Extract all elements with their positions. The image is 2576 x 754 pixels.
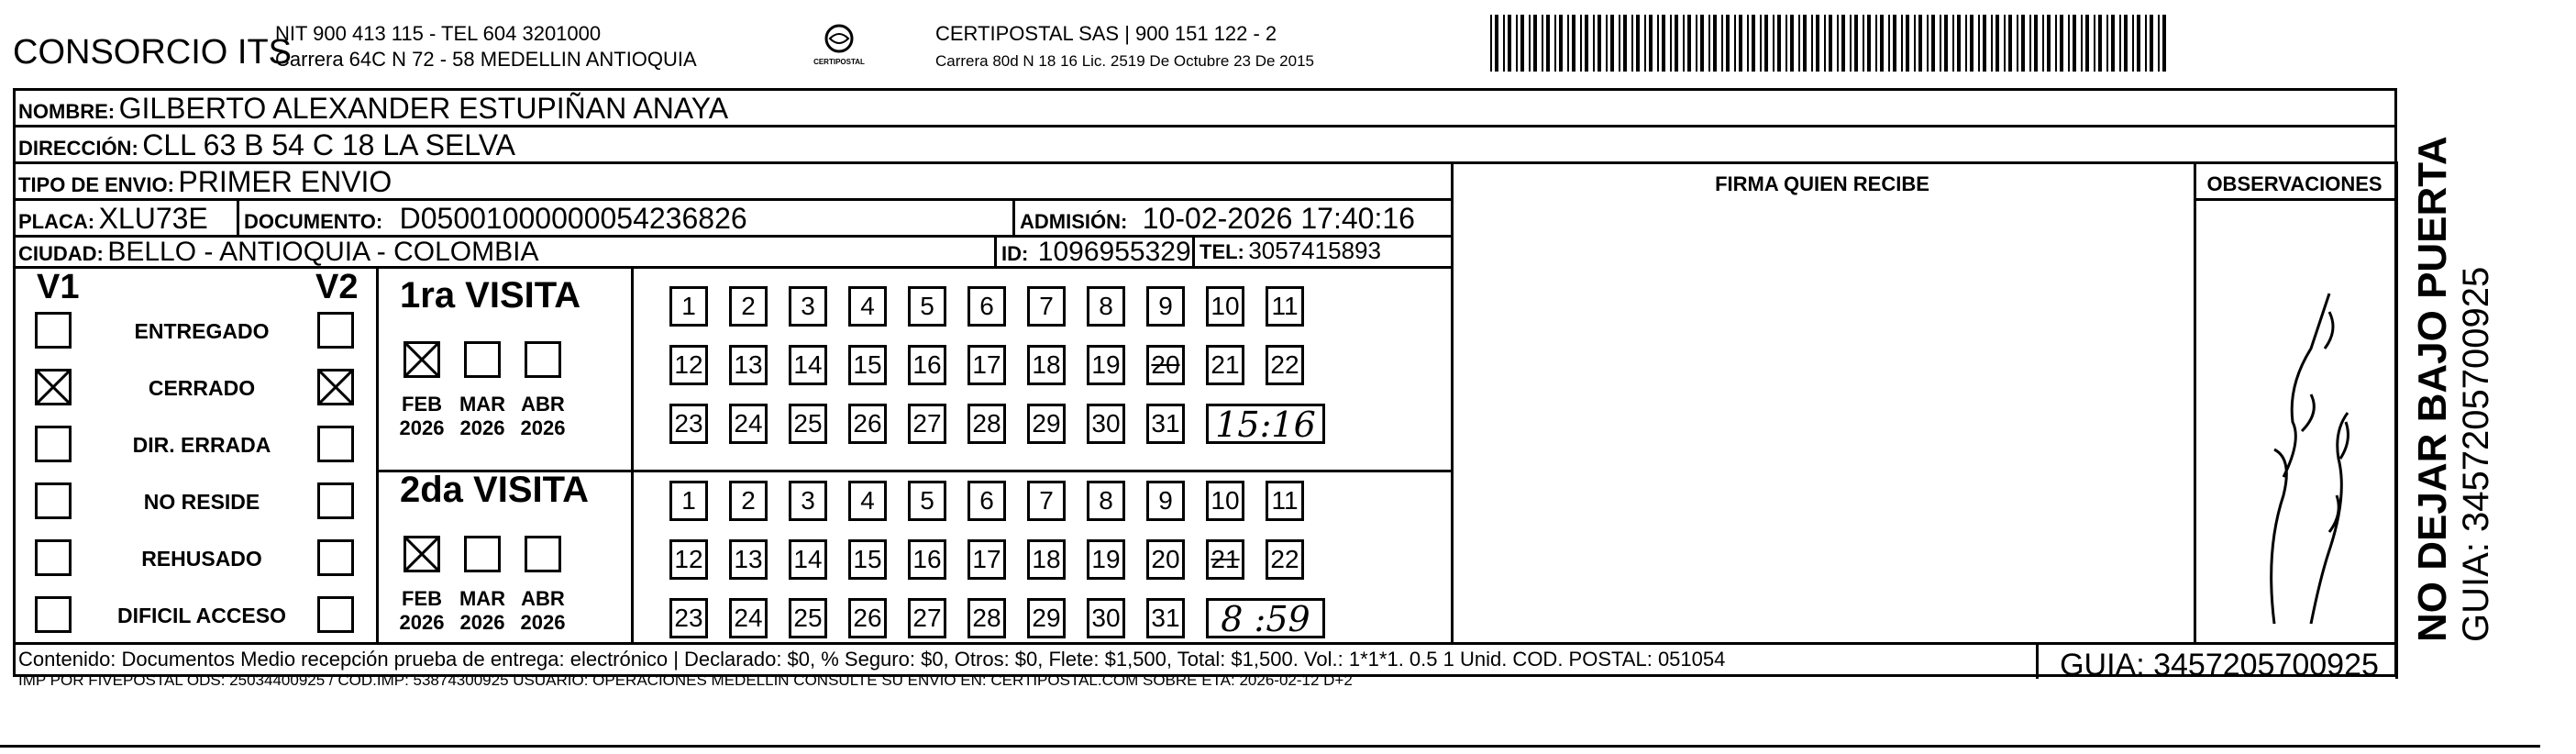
barcode-bar	[1760, 15, 1762, 72]
placa-label: PLACA:	[18, 210, 95, 233]
barcode-bar	[1508, 15, 1511, 72]
day-box[interactable]: 26	[848, 598, 887, 638]
barcode-bar	[1542, 15, 1543, 72]
barcode-bar	[2124, 15, 2128, 72]
barcode-bar	[1773, 15, 1774, 72]
day-box[interactable]: 20	[1146, 345, 1185, 385]
status-label: ENTREGADO	[134, 319, 270, 343]
barcode-bar	[2068, 15, 2070, 72]
month-year: 2026	[399, 611, 445, 634]
observation-note	[2238, 275, 2366, 633]
no-dejar-text: NO DEJAR BAJO PUERTA	[2410, 136, 2455, 642]
barcode-bar	[1623, 15, 1627, 72]
day-box[interactable]: 4	[848, 286, 887, 327]
admision-field	[1020, 202, 1415, 236]
day-box[interactable]: 11	[1266, 481, 1304, 521]
day-box[interactable]: 23	[669, 598, 708, 638]
day-box[interactable]: 21	[1206, 539, 1244, 580]
tipo-envio: PRIMER ENVIO	[178, 165, 392, 198]
day-box[interactable]: 19	[1087, 539, 1125, 580]
month-name: FEB	[402, 393, 442, 416]
day-box[interactable]: 14	[789, 539, 827, 580]
barcode-bar	[1495, 15, 1498, 72]
barcode-bar	[1940, 15, 1941, 72]
v2-checkbox[interactable]	[317, 312, 354, 349]
day-box[interactable]: 23	[669, 404, 708, 444]
barcode-bar	[1675, 15, 1678, 72]
barcode-bar	[1854, 15, 1858, 72]
day-box[interactable]: 31	[1146, 404, 1185, 444]
barcode-bar	[2042, 15, 2044, 72]
tel-field	[1200, 237, 1381, 265]
day-box[interactable]: 3	[789, 481, 827, 521]
barcode-bar	[1670, 15, 1672, 72]
month-name: MAR	[459, 587, 506, 610]
barcode-bar	[2094, 15, 2095, 72]
barcode-bar	[1991, 15, 1993, 72]
barcode-bar	[1610, 15, 1614, 72]
firma-header: FIRMA QUIEN RECIBE	[1715, 172, 1929, 195]
logo-text: CERTIPOSTAL	[813, 58, 865, 66]
v1-checkbox[interactable]	[35, 482, 72, 519]
barcode-bar	[2098, 15, 2102, 72]
day-box[interactable]: 13	[729, 539, 768, 580]
day-box[interactable]: 16	[908, 539, 946, 580]
day-box[interactable]: 10	[1206, 481, 1244, 521]
handwritten-note-icon	[2238, 275, 2366, 633]
barcode-bar	[1983, 15, 1986, 72]
month-name: MAR	[459, 393, 506, 416]
barcode-bar	[1687, 15, 1691, 72]
day-box[interactable]: 8	[1087, 481, 1125, 521]
barcode-bar	[1649, 15, 1653, 72]
barcode-bar	[1572, 15, 1575, 72]
day-box[interactable]: 6	[967, 481, 1006, 521]
v1-checkbox[interactable]	[35, 426, 72, 462]
barcode-bar	[1708, 15, 1710, 72]
month-checkbox[interactable]	[525, 341, 561, 378]
barcode-bar	[1816, 15, 1819, 72]
name-label: NOMBRE:	[18, 100, 116, 123]
footer-content: Contenido: Documentos Medio recepción prueba de entrega: electrónico | Declarado: $0, % Seguro: $0, Otros: $0, Flete: $1,500, Total: $1,500. Vol.: 1*1*1. 0.5 1 Unid. COD. POSTAL: 051054	[18, 648, 1726, 671]
barcode-bar	[2085, 15, 2089, 72]
day-box[interactable]: 20	[1146, 539, 1185, 580]
barcode-bar	[1739, 15, 1742, 72]
month-checkbox[interactable]	[404, 536, 440, 572]
barcode-bar	[2004, 15, 2006, 72]
barcode-bar	[1867, 15, 1871, 72]
footer-guia: GUIA: 3457205700925	[2060, 648, 2379, 682]
day-box[interactable]: 25	[789, 598, 827, 638]
barcode-bar	[1752, 15, 1755, 72]
name-row	[18, 92, 728, 126]
id-field	[1001, 237, 1191, 268]
barcode-bar	[1965, 15, 1967, 72]
barcode-bar	[2029, 15, 2031, 72]
barcode-bar	[1644, 15, 1646, 72]
barcode-bar	[1863, 15, 1864, 72]
barcode-bar	[2111, 15, 2115, 72]
day-box[interactable]: 13	[729, 345, 768, 385]
barcode-bar	[1533, 15, 1537, 72]
day-box[interactable]: 26	[848, 404, 887, 444]
day-box[interactable]: 28	[967, 404, 1006, 444]
barcode-bar	[1901, 15, 1903, 72]
barcode-bar	[1970, 15, 1973, 72]
observaciones-header: OBSERVACIONES	[2206, 172, 2383, 195]
v2-checkbox[interactable]	[317, 426, 354, 462]
id-label: ID:	[1001, 242, 1029, 265]
day-box[interactable]: 27	[908, 598, 946, 638]
day-box[interactable]: 18	[1027, 539, 1066, 580]
day-box[interactable]: 4	[848, 481, 887, 521]
day-box[interactable]: 10	[1206, 286, 1244, 327]
company-nit: NIT 900 413 115 - TEL 604 3201000	[275, 22, 602, 45]
barcode-bar	[2150, 15, 2153, 72]
barcode-bar	[1798, 15, 1800, 72]
month-label	[515, 587, 570, 635]
day-box[interactable]: 3	[789, 286, 827, 327]
barcode-bar	[2034, 15, 2038, 72]
certipostal-logo	[807, 24, 871, 66]
month-year: 2026	[520, 611, 566, 634]
barcode-bar	[1829, 15, 1832, 72]
day-box[interactable]: 2	[729, 481, 768, 521]
day-box[interactable]: 24	[729, 598, 768, 638]
placa-field	[18, 202, 208, 236]
barcode-bar	[1520, 15, 1524, 72]
v1-checkbox[interactable]	[35, 312, 72, 349]
barcode-bar	[1944, 15, 1948, 72]
month-year: 2026	[459, 611, 505, 634]
documento-value: D05001000000054236826	[399, 202, 747, 235]
documento-field	[244, 202, 747, 236]
visit-time: 8 :59	[1206, 598, 1325, 638]
barcode-bar	[1593, 15, 1595, 72]
day-box[interactable]: 11	[1266, 286, 1304, 327]
barcode-bar	[1888, 15, 1890, 72]
day-box[interactable]: 30	[1087, 404, 1125, 444]
month-checkbox[interactable]	[404, 341, 440, 378]
v2-checkbox[interactable]	[317, 596, 354, 633]
day-box[interactable]: 28	[967, 598, 1006, 638]
month-name: ABR	[521, 587, 565, 610]
barcode-bar	[1662, 15, 1665, 72]
recipient-name: GILBERTO ALEXANDER ESTUPIÑAN ANAYA	[118, 92, 729, 125]
barcode-bar	[1952, 15, 1954, 72]
barcode-bar	[2145, 15, 2147, 72]
barcode-bar	[1811, 15, 1813, 72]
day-box[interactable]: 9	[1146, 481, 1185, 521]
barcode-bar	[2158, 15, 2160, 72]
month-label	[515, 393, 570, 440]
day-box[interactable]: 19	[1087, 345, 1125, 385]
barcode-bar	[1875, 15, 1877, 72]
bottom-rule	[0, 745, 2540, 748]
barcode-bar	[1516, 15, 1518, 72]
barcode-bar	[1490, 15, 1492, 72]
day-box[interactable]: 15	[848, 539, 887, 580]
admision-value: 10-02-2026 17:40:16	[1142, 202, 1415, 235]
barcode-bar	[1636, 15, 1640, 72]
day-box[interactable]: 6	[967, 286, 1006, 327]
barcode-bar	[1957, 15, 1961, 72]
month-year: 2026	[459, 416, 505, 439]
day-box[interactable]: 22	[1266, 539, 1304, 580]
barcode-bar	[1598, 15, 1601, 72]
barcode-bar	[2060, 15, 2063, 72]
day-box[interactable]: 12	[669, 345, 708, 385]
status-label: REHUSADO	[141, 547, 262, 571]
barcode-bar	[1978, 15, 1980, 72]
day-box[interactable]: 1	[669, 481, 708, 521]
barcode-bar	[1850, 15, 1852, 72]
month-name: FEB	[402, 587, 442, 610]
v1-header: V1	[37, 268, 80, 306]
barcode-bar	[1683, 15, 1685, 72]
address-label: DIRECCIÓN:	[18, 137, 138, 160]
month-label	[455, 393, 510, 440]
barcode-bar	[1927, 15, 1929, 72]
barcode-bar	[1790, 15, 1794, 72]
month-checkbox[interactable]	[525, 536, 561, 572]
barcode-bar	[1559, 15, 1563, 72]
day-box[interactable]: 5	[908, 481, 946, 521]
barcode-bar	[1747, 15, 1749, 72]
status-label: NO RESIDE	[143, 490, 260, 514]
tipo-label: TIPO DE ENVIO:	[18, 173, 174, 196]
day-box[interactable]: 2	[729, 286, 768, 327]
day-box[interactable]: 27	[908, 404, 946, 444]
day-box[interactable]: 16	[908, 345, 946, 385]
day-box[interactable]: 1	[669, 286, 708, 327]
admision-label: ADMISIÓN:	[1020, 210, 1128, 233]
day-box[interactable]: 5	[908, 286, 946, 327]
day-box[interactable]: 15	[848, 345, 887, 385]
barcode-bar	[1700, 15, 1704, 72]
visit1-title: 1ra VISITA	[400, 275, 581, 316]
month-year: 2026	[520, 416, 566, 439]
barcode-bar	[2106, 15, 2108, 72]
month-year: 2026	[399, 416, 445, 439]
month-checkbox[interactable]	[464, 341, 501, 378]
barcode-bar	[1554, 15, 1556, 72]
barcode-bar	[1734, 15, 1736, 72]
barcode-bar	[1764, 15, 1768, 72]
barcode-bar	[1696, 15, 1697, 72]
footer-imp: IMP POR FIVEPOSTAL ODS: 25034400925 / COD.IMP: 53874300925 USUARIO: OPERACIONES MEDELLIN CONSULTE SU ENVIO EN: CERTIPOSTAL.COM SOBRE ETA: 2026-02-12 D+2	[18, 671, 1353, 689]
barcode-bar	[1824, 15, 1826, 72]
day-box[interactable]: 29	[1027, 404, 1066, 444]
barcode-bar	[1580, 15, 1582, 72]
barcode-bar	[1713, 15, 1717, 72]
day-box[interactable]: 29	[1027, 598, 1066, 638]
barcode-bar	[1585, 15, 1588, 72]
barcode-bar	[1918, 15, 1922, 72]
barcode-bar	[1567, 15, 1569, 72]
day-box[interactable]: 12	[669, 539, 708, 580]
v1-checkbox[interactable]	[35, 369, 72, 405]
day-box[interactable]: 22	[1266, 345, 1304, 385]
day-box[interactable]: 17	[967, 345, 1006, 385]
day-box[interactable]: 9	[1146, 286, 1185, 327]
barcode-bar	[2132, 15, 2134, 72]
barcode-bar	[1996, 15, 1999, 72]
month-name: ABR	[521, 393, 565, 416]
barcode-bar	[1803, 15, 1807, 72]
month-checkbox[interactable]	[464, 536, 501, 572]
barcode-bar	[1529, 15, 1531, 72]
barcode-bar	[1619, 15, 1620, 72]
day-box[interactable]: 25	[789, 404, 827, 444]
v1-checkbox[interactable]	[35, 539, 72, 576]
status-label: DIR. ERRADA	[132, 433, 271, 457]
status-label: DIFICIL ACCESO	[116, 604, 286, 627]
barcode-bar	[1786, 15, 1787, 72]
v2-checkbox[interactable]	[317, 369, 354, 405]
side-warning	[2410, 136, 2497, 642]
barcode-bar	[2119, 15, 2121, 72]
carrier-info: CERTIPOSTAL SAS | 900 151 122 - 2	[935, 22, 1277, 45]
barcode-bar	[1631, 15, 1633, 72]
day-box[interactable]: 21	[1206, 345, 1244, 385]
day-box[interactable]: 24	[729, 404, 768, 444]
ciudad-value: BELLO - ANTIOQUIA - COLOMBIA	[107, 237, 539, 267]
barcode-bar	[2047, 15, 2051, 72]
barcode-bar	[1546, 15, 1550, 72]
barcode-bar	[2021, 15, 2025, 72]
side-guia: GUIA: 3457205700925	[2456, 266, 2496, 642]
day-box[interactable]: 30	[1087, 598, 1125, 638]
tel-value: 3057415893	[1248, 237, 1381, 264]
ciudad-field	[18, 237, 538, 268]
day-box[interactable]: 17	[967, 539, 1006, 580]
barcode-bar	[2137, 15, 2140, 72]
v1-checkbox[interactable]	[35, 596, 72, 633]
barcode-bar	[1657, 15, 1659, 72]
barcode-bar	[1837, 15, 1839, 72]
month-label	[394, 393, 449, 440]
barcode-bar	[1721, 15, 1723, 72]
recipient-address: CLL 63 B 54 C 18 LA SELVA	[142, 128, 516, 161]
barcode-bar	[1841, 15, 1845, 72]
day-box[interactable]: 7	[1027, 286, 1066, 327]
barcode-bar	[1503, 15, 1505, 72]
barcode-bar	[2008, 15, 2012, 72]
status-label: CERRADO	[148, 376, 256, 400]
id-value: 1096955329	[1037, 237, 1191, 267]
visit2-title: 2da VISITA	[400, 470, 589, 510]
barcode-bar	[1914, 15, 1916, 72]
barcode-bar	[2081, 15, 2083, 72]
certipostal-logo-icon	[819, 24, 859, 53]
visit-time: 15:16	[1206, 404, 1325, 444]
day-box[interactable]: 14	[789, 345, 827, 385]
day-box[interactable]: 18	[1027, 345, 1066, 385]
day-box[interactable]: 7	[1027, 481, 1066, 521]
placa-value: XLU73E	[98, 202, 208, 235]
v2-header: V2	[315, 268, 359, 306]
barcode-bar	[2055, 15, 2057, 72]
barcode-bar	[2162, 15, 2166, 72]
barcode-bar	[1931, 15, 1935, 72]
barcode-bar	[1880, 15, 1884, 72]
day-box[interactable]: 31	[1146, 598, 1185, 638]
barcode-bar	[1893, 15, 1896, 72]
v2-checkbox[interactable]	[317, 482, 354, 519]
v2-checkbox[interactable]	[317, 539, 354, 576]
barcode-bar	[2017, 15, 2018, 72]
day-box[interactable]: 8	[1087, 286, 1125, 327]
barcode	[1490, 15, 2178, 72]
barcode-bar	[1777, 15, 1781, 72]
signature-area	[1451, 198, 2194, 642]
address-row	[18, 128, 515, 162]
ciudad-label: CIUDAD:	[18, 242, 104, 265]
tel-label: TEL:	[1200, 240, 1244, 263]
tipo-row	[18, 165, 392, 199]
company-address: Carrera 64C N 72 - 58 MEDELLIN ANTIOQUIA	[275, 48, 697, 71]
month-label	[455, 587, 510, 635]
barcode-bar	[1726, 15, 1730, 72]
barcode-bar	[1906, 15, 1909, 72]
company-name: CONSORCIO ITS	[13, 33, 293, 72]
barcode-bar	[1606, 15, 1608, 72]
documento-label: DOCUMENTO:	[244, 210, 383, 233]
carrier-license: Carrera 80d N 18 16 Lic. 2519 De Octubre 23 De 2015	[935, 52, 1314, 70]
barcode-bar	[2073, 15, 2076, 72]
month-label	[394, 587, 449, 635]
